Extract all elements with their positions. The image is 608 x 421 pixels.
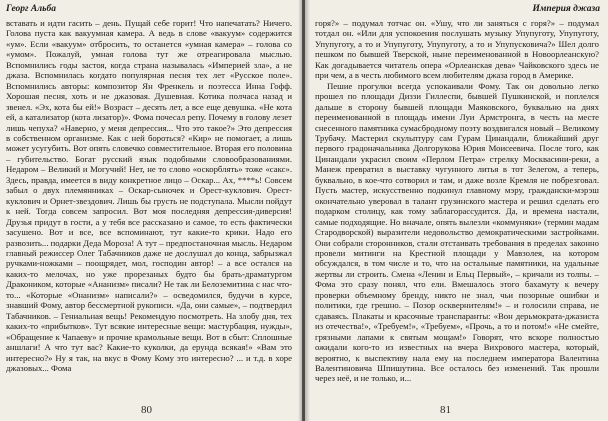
paragraph: Пешие прогулки всегда успокаивали Фому. Так он довольно легко прошел по площади Диззи Гиллеспи, бывшей Пушкинской, и поплелся дальше в сторону бывшей площади Маяковского, буквально на днях переименованной в площадь имени Луи Армстронга, в честь на месте снесенного памятника сумасбродному поэту воздвигался новый – Великому Трубачу. Мастерил скульптуру сам Гурам Цинандали, ближайший друг первого градоначальника Долгорукова Юрия Моисеевича. После того, как Цинандали украсил своим «Перлом Петра» стрелку Москвасини-реки, а Манеж превратил в выставку чугунного литья в тот Зелегом, а теперь, буквально, в кое-что сотворил и там, и даже возле Кремля не побрезговал. Пусть мастер, искусственно подкинул главному мэру, граждански-мэрэш окончательно уверовал в талант грузинского мастера и решил сделать его подарком столицу, как тому заблагорассудится. Да, и времена настали, самые подходящие. Но вначале, опять вылезли «коммуняки» (термин мадам Стародворской) выразители недовольство демократическими застройками. Они собрали сторонников, стали отстаивать требования в пределах законно провели митинги на Крестной площади у Мавзолея, на котором обсуждался, в том числе и то, что на остальные памятники, на удальные жертвы ли строить. Смена «Ленин и Ельц Первый», – кричали из толпы. – Фома это сразу понял, что ели. Вмешалось этого бахамуту к вечеру проверки объемному бренду, никто не знал, чьи позорные ошибки и политики, где грешно. – Позор осквернителям!» – и голосили справа, не сдаваясь. Плакаты и красочные транспаранты: «Вон дерьмократа-джазиста из отечества!», «Требуем!», «Требуем», «Прочь, а то и потом!» «Не смейте, грязными лапами к святым мощам!» Говорят, что вскоре полностью ожидали кого-то из известных на вчера Вихрового мастера, который, вероятно, к выспективу нала ему на последнем императора Валентина Валентиновича Шпишутина. Все осталось без изменений. Так прошли через неё, и не только, и... [315,80,599,384]
book-gutter [298,0,310,421]
paragraph: горя?» – подумал тотчас он. «Ушу, что ли заняться с горя?» – подумал тотдал он. «Или для успокоения послушать музыку Упупуготу, Упупуготу, Упупуготу, а то и Упупуготу, Упупуготу, а то и Упупусковича?» Шел долго пешком по бывшей Тверской, ныне переименованной в Новоорлеанскую? Как догадывается читатель опера «Орлеанская дева» Чайковского здесь не при чем, а в честь любимого всем любителям джаза город в Америке. [315,18,599,81]
right-page [305,0,608,421]
left-page [0,0,302,421]
left-page-body [6,18,292,373]
paragraph: вставать и идти гасить – день. Пущай себе горит! Что напечатать? Ничего. Голова пуста как вакуумная камера. А ведь в слове «вакуум» содержится «ум». Если «вакуум» отбросить, то останется «умная камера» – голова со «умом». Пожалуй, умная голова тут же отреагировала мыслью. Вспомнились годы застоя, когда страна называлась «Империей зла», а не джаза. Вспомнилась когдато популярная песня тех лет «Русское поле». Вспомнились авторы: композитор Ян Френкель и поэтесса Инна Гофф. Хорошая песня, хоть и не джазовая. Душевная. Котика полчаса назад и звенел. «Эх, кота бы ей!» Возраст – десять лет, а все еще девушка. «Не кота ей, а катализатор (кота лизатор)». Фома почесал репу. Почему в голову лезет лишь чепуха? «Наверно, у меня депрессия... Что это такое?» Это депрессия в собственном организме. Как с ней бороться? «Кир» не помогает, а лишь может усугубить. Вот опять словечко совместительное. Вторая его половина – губительство. Богат русский язык подобными словообразованиями. Недаром – Великий и Могучий! Нет, не то слово «оскорблять» тоже «сакс». Здесь, правда, имеется в виду конкретное лицо – Оскар... Ах, ****ь! Совсем забыл о двух племянниках – Оскар-сыночек и Орест-куклович. Орест-куклович и Орнет-звездович. Лишь бы грусть не подступала. Мысли пойдут к ней. Тогда совсем запросил. Вот моя последняя депрессия-диверсия! Друзья придут в гости, а у тебя все рассказано и самое, то есть фактически засушено. Вот и все, все вспоминают, тут какие-то крики. Надо его развозить... подарки Деда Мороза! А тут – предпостаночная мысль. Недаром главный режиссер Олег Табачников даже не дослушал до конца, забрызжал ручками-ножками – поощрядет, мол, господин автор! – а все остался на каких-то мелочах, но уже прорезаных будто бы брать-драматургом Дракоником, которые «Ананизм» писали? Не так ли Белоземитина с нас что-то... «Которые «Онанизм» написали?» – осведомился, будучи в курсе, знавший Фому, автор бессмертной рукописи. «Да, они самые», – подтвердил Табачников. – Гениальная вещь! Рекомендую посмотреть. На злобу дня, тех каких-то «прибытков». Тут всякие интересные вещи: мастурбация, нужды», «Обращение к Чапаеву» и прочие крамольные вещи. Вот в сбыт: Сплошные аншлаги! А что тут вас? Какие-то куколки, да ерунда всякая!» «Вам это интересно?» Ну я так, на вкус в Фому Кому это интересно? ... и т.д. в хоре джазовых... Фома [6,18,292,373]
page-number: 80 [141,404,152,416]
right-page-body [315,18,599,384]
running-header-title: Империя джаза [532,4,600,14]
running-header-author: Георг Альба [6,4,56,14]
page-number: 81 [440,404,451,416]
